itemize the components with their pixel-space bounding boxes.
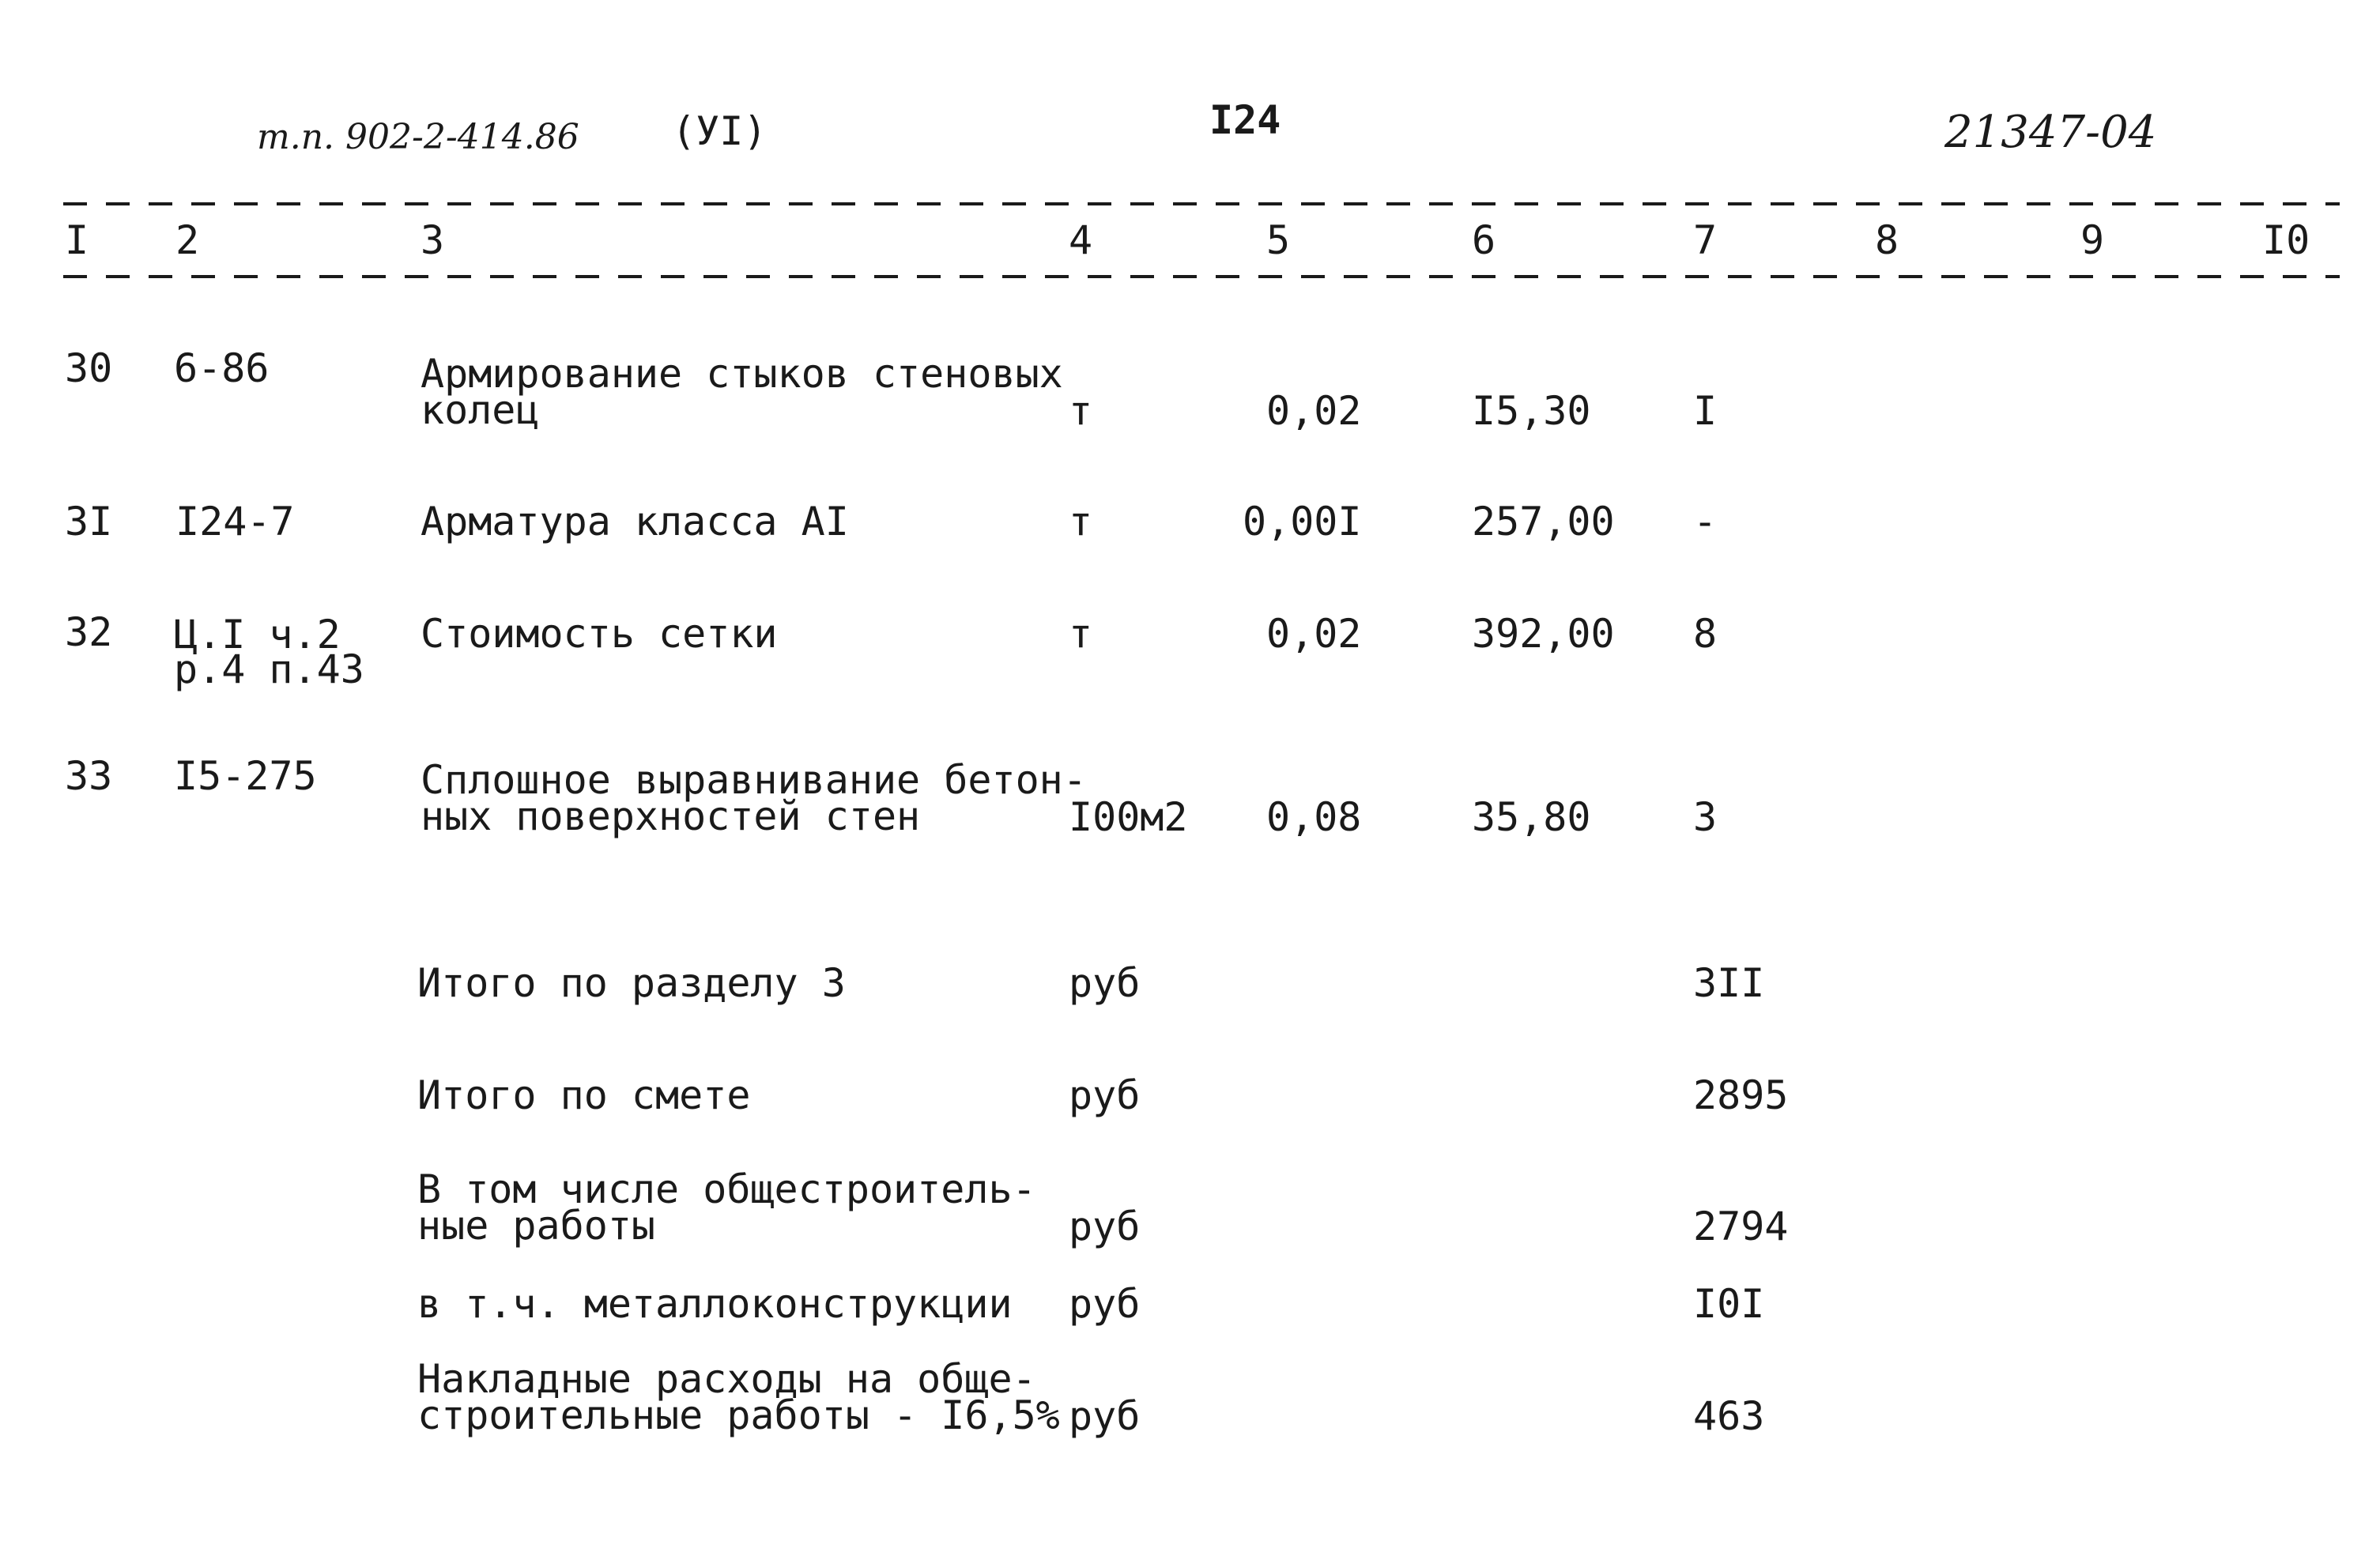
header-bottom-rule [63, 275, 2340, 278]
column-number: I [65, 217, 89, 263]
unit: т [1069, 499, 1093, 544]
header-top-rule [63, 202, 2340, 205]
quantity: 0,02 [1266, 611, 1362, 657]
total-cost: 8 [1693, 611, 1718, 657]
work-name: Арматура класса АI [421, 499, 849, 544]
totals-label: Итого по смете [417, 1072, 751, 1118]
column-number: 9 [2080, 217, 2105, 263]
total-cost: I [1693, 388, 1718, 434]
column-number: 4 [1069, 217, 1093, 263]
work-name: Стоимость сетки [421, 611, 778, 657]
norm-code: 6-86 [174, 345, 270, 391]
column-number: 6 [1472, 217, 1496, 263]
totals-label: в т.ч. металлоконструкции [417, 1281, 1013, 1327]
column-number: 5 [1266, 217, 1291, 263]
totals-value: I0I [1693, 1281, 1765, 1327]
totals-unit: руб [1069, 960, 1141, 1006]
unit: т [1069, 388, 1093, 434]
project-code: т.п. 902-2-414.86 [257, 117, 579, 157]
totals-unit: руб [1069, 1204, 1141, 1249]
row-number: 30 [65, 345, 113, 391]
totals-value: 2794 [1693, 1204, 1789, 1249]
norm-code: I5-275 [174, 753, 317, 799]
quantity: 0,00I [1243, 499, 1362, 544]
totals-label: В том числе общестроитель- [417, 1166, 1036, 1212]
norm-code: Ц.I ч.2 [174, 612, 341, 657]
norm-code: р.4 п.43 [174, 646, 364, 692]
total-cost: - [1693, 499, 1718, 544]
unit: I00м2 [1069, 794, 1188, 840]
totals-value: 463 [1693, 1393, 1765, 1439]
totals-value: 3II [1693, 960, 1765, 1006]
totals-value: 2895 [1693, 1072, 1789, 1118]
page-number: I24 [1209, 97, 1281, 143]
totals-unit: руб [1069, 1281, 1141, 1327]
sheet-code: 21347-04 [1944, 107, 2157, 158]
unit-price: 392,00 [1472, 611, 1615, 657]
totals-unit: руб [1069, 1393, 1141, 1439]
unit-price: I5,30 [1472, 388, 1591, 434]
totals-label: Итого по разделу 3 [417, 960, 846, 1006]
work-name: колец [421, 387, 540, 433]
row-number: 32 [65, 609, 113, 655]
totals-label: Накладные расходы на обще- [417, 1356, 1036, 1402]
row-number: 33 [65, 753, 113, 799]
totals-unit: руб [1069, 1072, 1141, 1118]
volume-label: (УI) [672, 108, 768, 154]
total-cost: 3 [1693, 794, 1718, 840]
quantity: 0,08 [1266, 794, 1362, 840]
unit-price: 257,00 [1472, 499, 1615, 544]
work-name: Армирование стыков стеновых [421, 351, 1063, 397]
row-number: 3I [65, 499, 113, 544]
column-number: I0 [2262, 217, 2310, 263]
totals-label: строительные работы - I6,5% [417, 1392, 1060, 1438]
unit: т [1069, 611, 1093, 657]
column-number: 3 [421, 217, 445, 263]
work-name: ных поверхностей стен [421, 793, 921, 839]
quantity: 0,02 [1266, 388, 1362, 434]
column-number: 2 [175, 217, 200, 263]
totals-label: ные работы [417, 1203, 656, 1249]
unit-price: 35,80 [1472, 794, 1591, 840]
norm-code: I24-7 [175, 499, 295, 544]
work-name: Сплошное выравнивание бетон- [421, 757, 1087, 803]
column-number: 7 [1693, 217, 1718, 263]
column-number: 8 [1875, 217, 1899, 263]
